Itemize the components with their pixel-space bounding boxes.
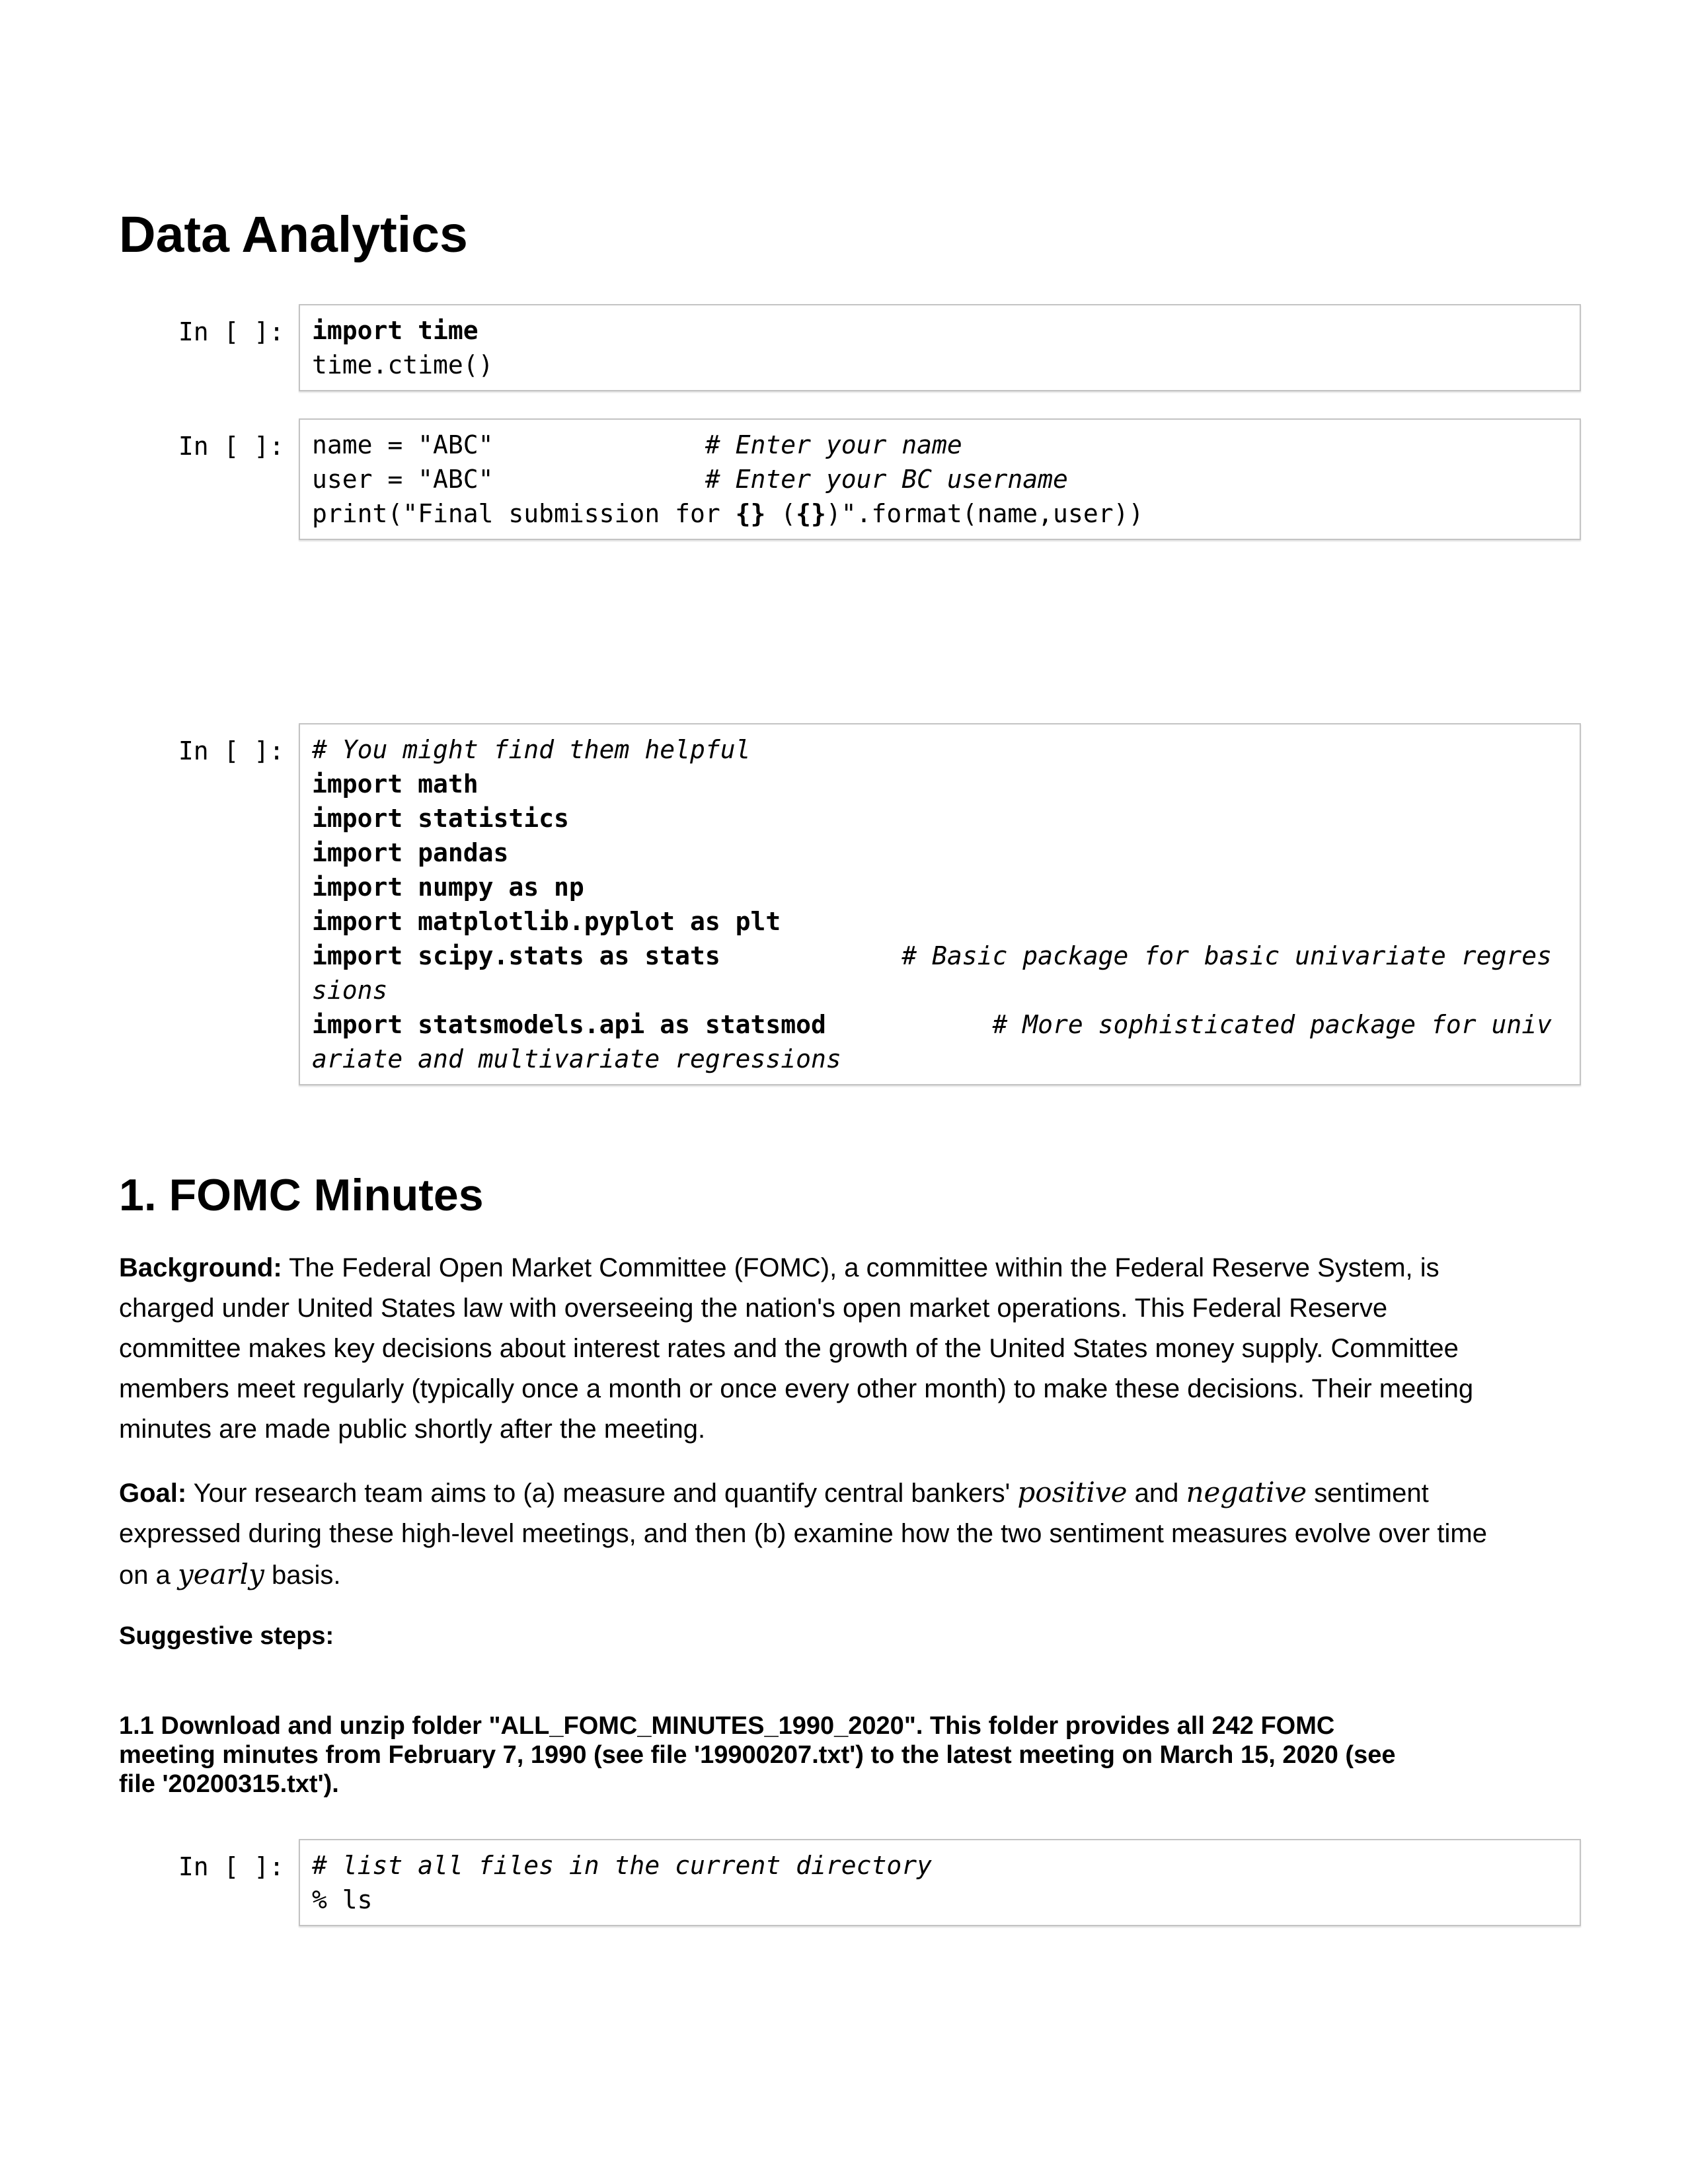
input-prompt: In [ ]: — [178, 736, 284, 765]
text-line: sions — [312, 976, 388, 1005]
text-line: charged under United States law with overseeing the nation's open market operations. This Federal Reserve — [119, 1294, 1388, 1323]
input-prompt: In [ ]: — [178, 432, 284, 461]
text-line: import statistics — [312, 804, 569, 833]
text-line: committee makes key decisions about interest rates and the growth of the United States money supply. Committee — [119, 1334, 1459, 1363]
section-heading-fomc-minutes: 1. FOMC Minutes — [119, 1170, 484, 1220]
text-line: ariate and multivariate regressions — [312, 1044, 841, 1073]
goal-paragraph — [119, 1472, 1487, 1596]
code-input[interactable] — [299, 304, 1581, 391]
code-cell-3 — [0, 723, 1581, 1085]
step-1-1-heading — [119, 1711, 1396, 1799]
code-cell-1 — [0, 304, 1581, 391]
text-line: user = "ABC" # Enter your BC username — [312, 465, 1068, 494]
text-line: import statsmodels.api as statsmod # More sophisticated package for univ — [312, 1010, 1553, 1039]
text-line: # list all files in the current directory — [312, 1851, 932, 1880]
code-cell-2 — [0, 418, 1581, 540]
text-line: file '20200315.txt'). — [119, 1770, 339, 1798]
text-line: meeting minutes from February 7, 1990 (see file '19900207.txt') to the latest meeting on March 15, 2020 (see — [119, 1741, 1396, 1769]
code-cell-4 — [0, 1839, 1581, 1926]
text-line: import time — [312, 316, 479, 345]
text-line: import scipy.stats as stats # Basic package for basic univariate regres — [312, 941, 1553, 970]
text-line: import math — [312, 769, 479, 799]
text-line: Suggestive steps: — [119, 1622, 334, 1650]
page-title: Data Analytics — [119, 206, 468, 263]
code-input[interactable] — [299, 1839, 1581, 1926]
text-line: 1.1 Download and unzip folder "ALL_FOMC_MINUTES_1990_2020". This folder provides all 242 FOMC — [119, 1712, 1335, 1740]
suggestive-steps-heading — [119, 1621, 334, 1651]
text-line: expressed during these high-level meetings, and then (b) examine how the two sentiment measures evolve over time — [119, 1519, 1487, 1548]
text-line: Goal: Your research team aims to (a) measure and quantify central bankers' positive and negative sentiment — [119, 1476, 1429, 1508]
text-line: import numpy as np — [312, 873, 584, 902]
code-input[interactable] — [299, 723, 1581, 1085]
text-line: print("Final submission for {} ({})".format(name,user)) — [312, 499, 1144, 528]
text-line: minutes are made public shortly after the meeting. — [119, 1415, 706, 1444]
text-line: members meet regularly (typically once a month or once every other month) to make these decisions. Their meeting — [119, 1374, 1474, 1403]
text-line: import pandas — [312, 838, 509, 867]
text-line: % ls — [312, 1885, 373, 1914]
text-line: time.ctime() — [312, 350, 494, 379]
input-prompt: In [ ]: — [178, 1852, 284, 1881]
background-paragraph — [119, 1248, 1473, 1450]
code-input[interactable] — [299, 418, 1581, 540]
text-line: # You might find them helpful — [312, 735, 751, 764]
text-line: on a yearly basis. — [119, 1558, 341, 1590]
text-line: Background: The Federal Open Market Committee (FOMC), a committee within the Federal Reserve System, is — [119, 1253, 1439, 1282]
text-line: import matplotlib.pyplot as plt — [312, 907, 781, 936]
input-prompt: In [ ]: — [178, 317, 284, 346]
text-line: name = "ABC" # Enter your name — [312, 430, 962, 459]
